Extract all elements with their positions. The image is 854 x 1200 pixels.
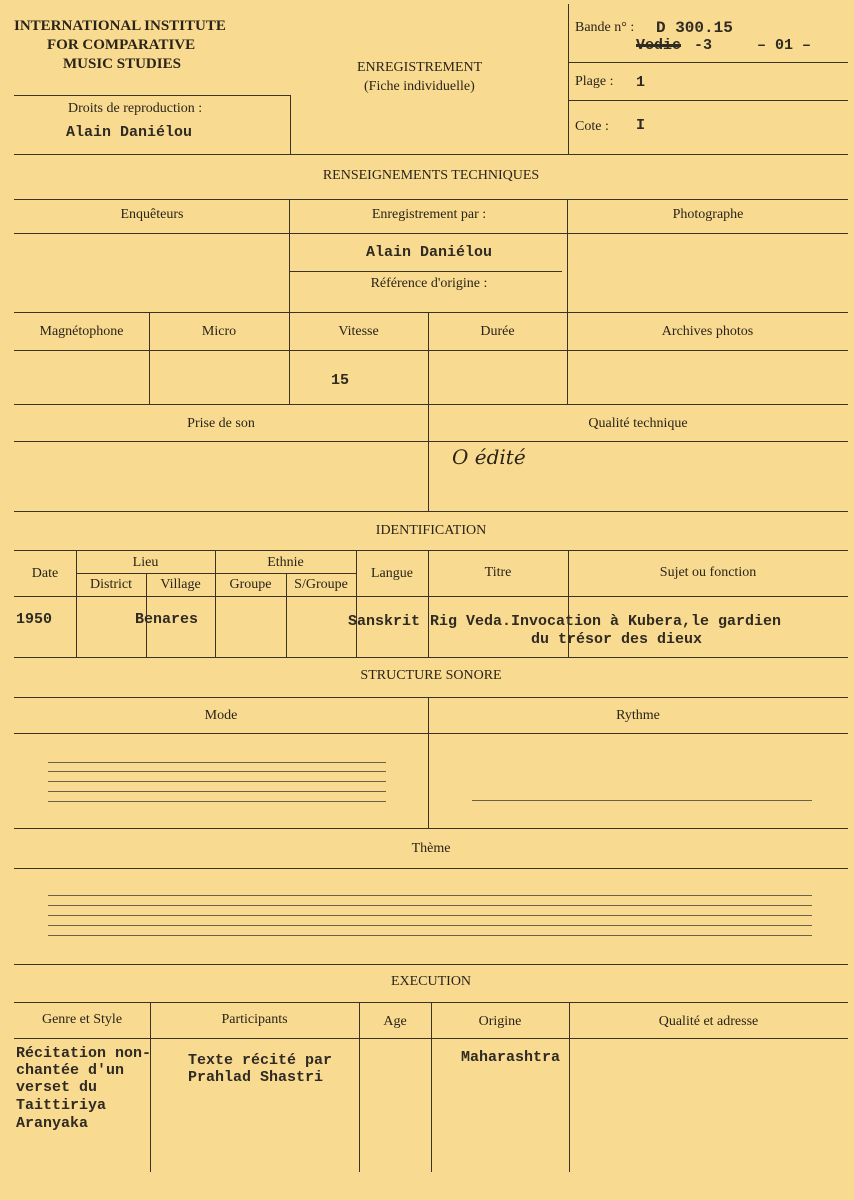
vitesse-value: 15: [331, 372, 350, 389]
rythme-label: Rythme: [616, 708, 660, 723]
sujet-label: Sujet ou fonction: [659, 565, 757, 580]
participants-label: Participants: [221, 1012, 288, 1027]
rule: [14, 350, 848, 351]
magnetophone-label: Magnétophone: [39, 324, 124, 339]
staff-line: [48, 801, 386, 802]
mode-label: Mode: [204, 708, 238, 723]
plage-value: 1: [636, 74, 646, 91]
staff-line: [48, 762, 386, 763]
rights-value: Alain Daniélou: [66, 124, 193, 141]
execution-section-title: EXECUTION: [390, 974, 472, 989]
bande-label: Bande n° :: [575, 20, 635, 35]
rule: [14, 95, 290, 96]
qualite-adresse-label: Qualité et adresse: [658, 1014, 759, 1029]
date-label: Date: [31, 566, 59, 581]
rule: [149, 312, 150, 404]
rule: [428, 404, 429, 511]
rule: [150, 1002, 151, 1172]
titre-value-line-1: Rig Veda.Invocation à Kubera,le gardien: [430, 613, 782, 630]
lieu-label: Lieu: [132, 555, 159, 570]
genre-value-line-3: verset du: [16, 1079, 98, 1096]
rule: [290, 271, 562, 272]
bande-struck: Vedic: [636, 37, 682, 54]
vitesse-label: Vitesse: [338, 324, 379, 339]
lieu-value: Benares: [135, 611, 199, 628]
rule: [14, 550, 848, 551]
rule: [215, 550, 216, 657]
rule: [14, 233, 848, 234]
form-title: ENREGISTREMENT: [357, 60, 483, 75]
titre-label: Titre: [484, 565, 512, 580]
structure-section-title: STRUCTURE SONORE: [360, 668, 502, 683]
rule: [14, 441, 848, 442]
rule: [14, 868, 848, 869]
rule: [356, 550, 357, 657]
enqueteurs-label: Enquêteurs: [120, 207, 184, 222]
staff-line: [48, 781, 386, 782]
ref-origine-label: Référence d'origine :: [370, 276, 488, 291]
origine-label: Origine: [478, 1014, 522, 1029]
form-subtitle: (Fiche individuelle): [364, 79, 475, 94]
langue-value: Sanskrit: [348, 613, 421, 630]
plage-label: Plage :: [575, 74, 614, 89]
rule: [567, 312, 568, 404]
rule: [290, 95, 291, 154]
rule: [431, 1002, 432, 1172]
institute-line-1: INTERNATIONAL INSTITUTE: [14, 18, 226, 34]
district-label: District: [90, 577, 132, 592]
institute-line-3: MUSIC STUDIES: [63, 56, 181, 72]
rule: [14, 1038, 848, 1039]
genre-value-line-2: chantée d'un: [16, 1062, 125, 1079]
date-value: 1950: [16, 611, 53, 628]
staff-line: [48, 771, 386, 772]
genre-value-line-5: Aranyaka: [16, 1115, 89, 1132]
rule: [568, 62, 848, 63]
origine-value: Maharashtra: [461, 1049, 561, 1066]
tech-section-title: RENSEIGNEMENTS TECHNIQUES: [322, 168, 540, 183]
bande-suffix-1: -3: [694, 37, 713, 54]
rule: [14, 828, 848, 829]
titre-value-line-2: du trésor des dieux: [531, 631, 703, 648]
rule: [569, 1002, 570, 1172]
rule: [428, 697, 429, 828]
staff-line: [48, 895, 812, 896]
rule: [14, 697, 848, 698]
rule: [14, 312, 848, 313]
groupe-label: Groupe: [229, 577, 272, 592]
rights-label: Droits de reproduction :: [68, 101, 203, 116]
participants-value-line-2: Prahlad Shastri: [188, 1069, 324, 1086]
theme-label: Thème: [411, 841, 451, 856]
genre-label: Genre et Style: [41, 1012, 123, 1027]
staff-line: [48, 935, 812, 936]
prise-label: Prise de son: [187, 416, 255, 431]
rule: [289, 312, 290, 404]
cote-value: I: [636, 117, 646, 134]
qualite-label: Qualité technique: [588, 416, 688, 431]
photographe-label: Photographe: [672, 207, 744, 222]
cote-label: Cote :: [575, 119, 609, 134]
rule: [14, 511, 848, 512]
sgroupe-label: S/Groupe: [294, 577, 348, 592]
rule: [428, 312, 429, 404]
rule: [428, 550, 429, 657]
ethnie-label: Ethnie: [267, 555, 304, 570]
enreg-par-label: Enregistrement par :: [371, 207, 487, 222]
rule: [14, 596, 848, 597]
langue-label: Langue: [371, 566, 413, 581]
rule: [76, 573, 356, 574]
genre-value-line-1: Récitation non-: [16, 1045, 152, 1062]
rule: [286, 573, 287, 657]
rule: [14, 154, 848, 155]
duree-label: Durée: [480, 324, 515, 339]
rule: [14, 733, 848, 734]
participants-value-line-1: Texte récité par: [188, 1052, 333, 1069]
genre-value-line-4: Taittiriya: [16, 1097, 107, 1114]
rythme-line: [472, 800, 812, 801]
micro-label: Micro: [201, 324, 237, 339]
qualite-handwritten-value: O édité: [452, 445, 526, 469]
rule: [14, 199, 848, 200]
enreg-par-value: Alain Daniélou: [365, 244, 493, 261]
village-label: Village: [160, 577, 201, 592]
identification-section-title: IDENTIFICATION: [375, 523, 487, 538]
rule: [14, 657, 848, 658]
staff-line: [48, 791, 386, 792]
rule: [14, 964, 848, 965]
rule: [14, 404, 848, 405]
archives-label: Archives photos: [661, 324, 754, 339]
rule: [568, 4, 569, 154]
staff-line: [48, 905, 812, 906]
institute-line-2: FOR COMPARATIVE: [47, 37, 196, 53]
bande-value: D 300.15: [656, 19, 733, 37]
staff-line: [48, 925, 812, 926]
rule: [359, 1002, 360, 1172]
rule: [76, 550, 77, 657]
age-label: Age: [383, 1014, 407, 1029]
bande-suffix-2: – 01 –: [757, 37, 812, 54]
rule: [568, 100, 848, 101]
staff-line: [48, 915, 812, 916]
